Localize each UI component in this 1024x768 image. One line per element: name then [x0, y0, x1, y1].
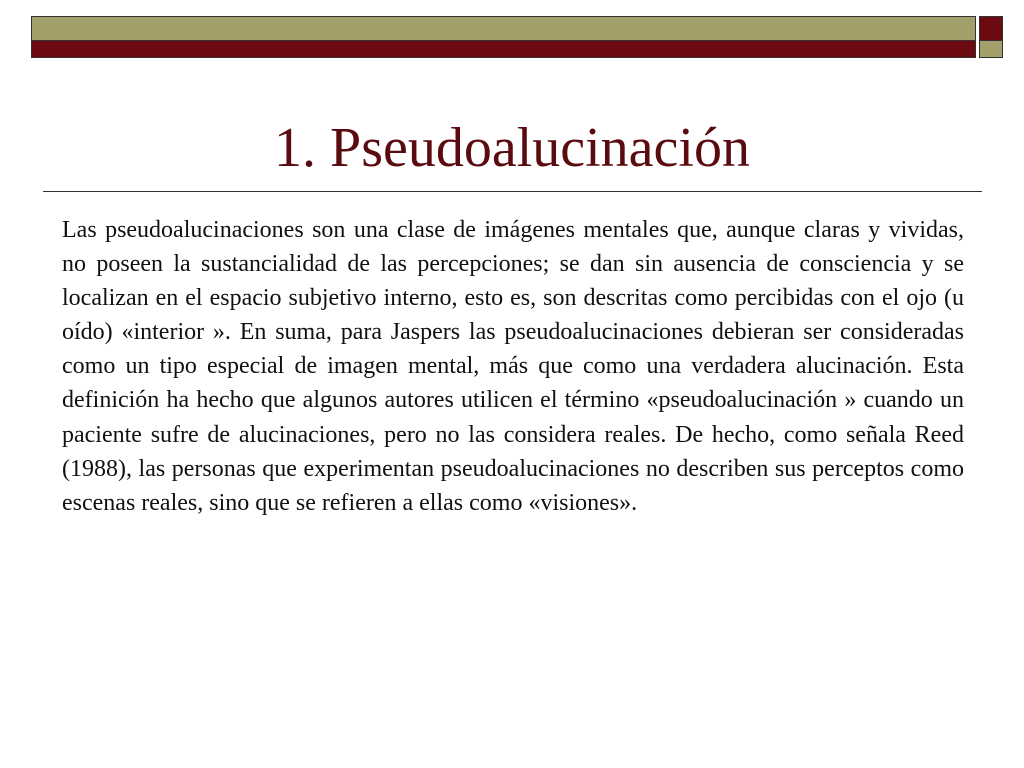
header-square-maroon — [979, 16, 1003, 41]
slide-body-text: Las pseudoalucinaciones son una clase de imágenes mentales que, aunque claras y vividas, no poseen la sustancialidad de las percepciones; se dan sin ausencia de consciencia y se localizan en el espacio subjetivo interno, esto es, son descritas como percibidas con el ojo (u oído) «interior ». En suma, para Jaspers las pseudoalucinaciones debieran ser consideradas como un tipo especial de imagen mental, más que como una verdadera alucinación. Esta definición ha hecho que algunos autores utilicen el término «pseudoalucinación » cuando un paciente sufre de alucinaciones, pero no las considera reales. De hecho, como señala Reed (1988), las personas que experimentan pseudoalucinaciones no describen sus perceptos como escenas reales, sino que se refieren a ellas como «visiones». — [62, 217, 964, 516]
title-divider — [43, 191, 982, 192]
header-bar-olive — [31, 16, 976, 41]
header-square-olive — [979, 41, 1003, 58]
header-bar-maroon — [31, 41, 976, 58]
slide-title: 1. Pseudoalucinación — [274, 117, 750, 179]
